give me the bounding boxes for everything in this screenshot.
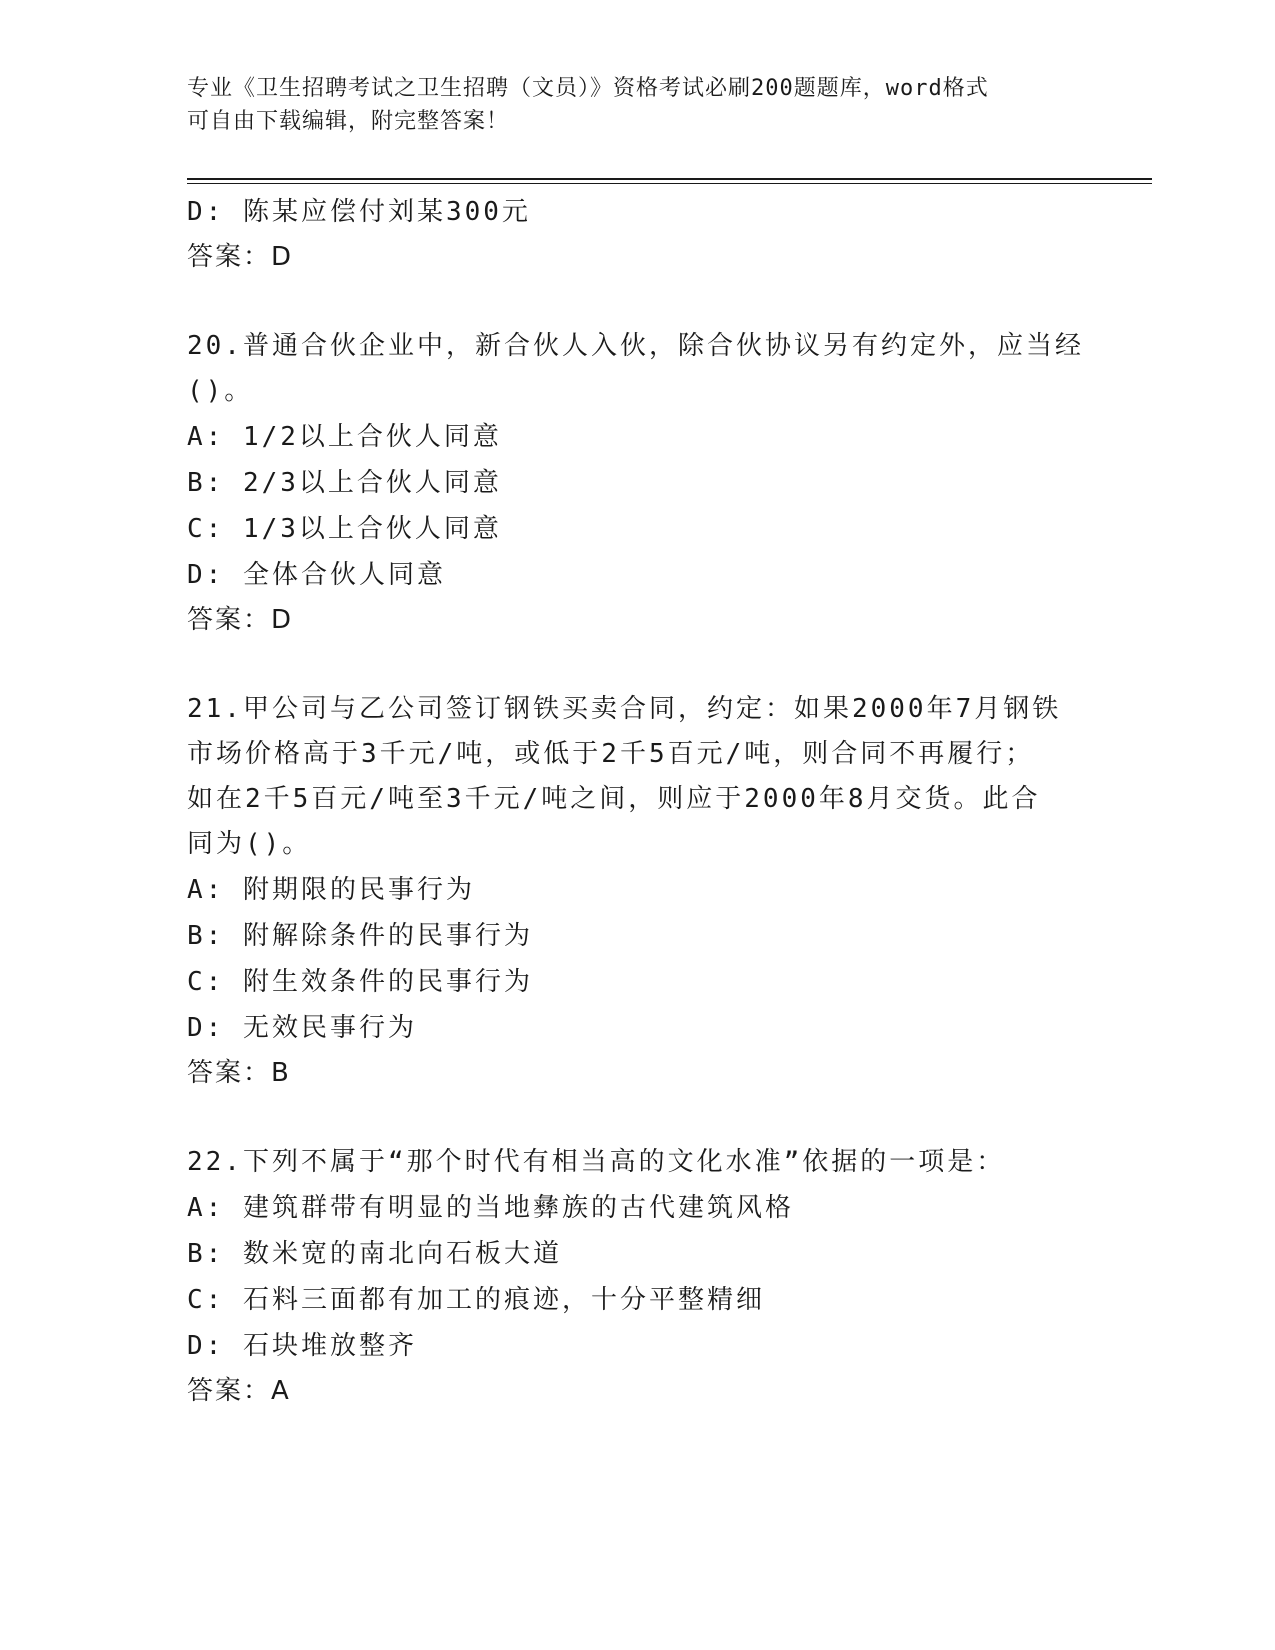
spacer [187, 643, 1087, 687]
question-stem-line: 市场价格高于3千元/吨，或低于2千5百元/吨，则合同不再履行； [187, 739, 1035, 769]
question-stem-line: 20.普通合伙企业中，新合伙人入伙，除合伙协议另有约定外，应当经 [187, 331, 1084, 361]
header-divider-thick [187, 178, 1152, 180]
option-c: C: 1/3以上合伙人同意 [187, 514, 502, 544]
question-21 [187, 687, 1087, 1096]
option-a: A: 建筑群带有明显的当地彝族的古代建筑风格 [187, 1193, 794, 1223]
question-stem-line: ()。 [187, 376, 254, 406]
option-a: A: 附期限的民事行为 [187, 875, 475, 905]
question-stem-line: 22.下列不属于“那个时代有相当高的文化水准”依据的一项是： [187, 1147, 1006, 1177]
question-stem-line: 21.甲公司与乙公司签订钢铁买卖合同，约定：如果2000年7月钢铁 [187, 694, 1062, 724]
question-stem-line: 如在2千5百元/吨至3千元/吨之间，则应于2000年8月交货。此合 [187, 784, 1041, 814]
option-a: A: 1/2以上合伙人同意 [187, 422, 502, 452]
spacer [187, 280, 1087, 324]
question-stem-line: 同为()。 [187, 829, 312, 859]
option-c: C: 附生效条件的民事行为 [187, 967, 533, 997]
option-d: D: 陈某应偿付刘某300元 [187, 197, 531, 227]
option-d: D: 全体合伙人同意 [187, 560, 446, 590]
header-line-1: 专业《卫生招聘考试之卫生招聘（文员）》资格考试必刷200题题库，word格式 [187, 76, 989, 101]
question-20 [187, 324, 1087, 643]
option-b: B: 2/3以上合伙人同意 [187, 468, 502, 498]
spacer [187, 1096, 1087, 1140]
document-header [187, 72, 1067, 138]
option-d: D: 石块堆放整齐 [187, 1331, 417, 1361]
carryover-question [187, 189, 1087, 280]
answer-line: 答案：A [187, 1376, 291, 1406]
question-list [187, 189, 1087, 1414]
header-line-2: 可自由下载编辑，附完整答案！ [187, 109, 510, 134]
question-22 [187, 1140, 1087, 1414]
header-divider-thin [187, 183, 1152, 184]
answer-line: 答案：B [187, 1058, 291, 1088]
option-b: B: 附解除条件的民事行为 [187, 921, 533, 951]
answer-line: 答案：D [187, 242, 294, 272]
answer-line: 答案：D [187, 605, 294, 635]
option-b: B: 数米宽的南北向石板大道 [187, 1239, 562, 1269]
option-c: C: 石料三面都有加工的痕迹，十分平整精细 [187, 1285, 765, 1315]
option-d: D: 无效民事行为 [187, 1013, 417, 1043]
